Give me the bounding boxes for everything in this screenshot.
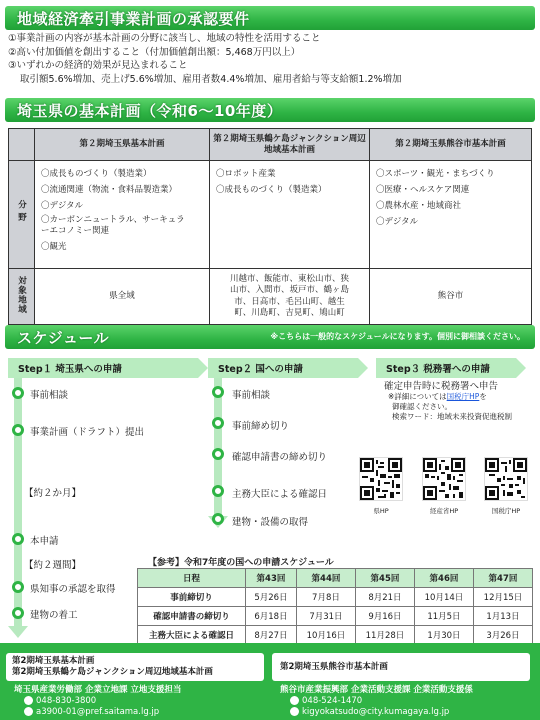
mail-icon <box>24 707 33 716</box>
step2-item-3: 確認申請書の締め切り <box>232 452 328 463</box>
step3-bar <box>376 358 516 378</box>
requirement-1: ①事業計画の内容が基本計画の分野に該当し、地域の特性を活用すること <box>8 33 321 44</box>
ref-cell: 1月30日 <box>414 626 473 645</box>
schedule-title: スケジュール <box>17 329 110 347</box>
reference-header-row <box>138 569 533 588</box>
contact-footer <box>0 643 540 720</box>
footer-left-tel-line <box>14 696 181 707</box>
step3-line-4: 検索ワード：地域未来投資促進税制 <box>392 412 512 421</box>
ref-cell: 事前締切り <box>138 588 246 607</box>
step1-node <box>12 533 24 545</box>
footer-right-contact <box>280 685 473 718</box>
field-item: 〇デジタル <box>376 217 418 227</box>
ref-cell: 10月16日 <box>296 626 355 645</box>
step1-item-5: 建物の着工 <box>30 610 78 621</box>
ref-header: 第47回 <box>473 569 532 588</box>
qr-label-nta: 国税庁HP <box>491 507 521 515</box>
step1-node <box>12 581 24 593</box>
requirements-header <box>5 6 535 30</box>
ref-header: 第43回 <box>246 569 297 588</box>
field-item: 〇カーボンニュートラル、サーキュラーエコノミー関連 <box>41 215 185 236</box>
ref-cell: 7月8日 <box>296 588 355 607</box>
step3-arrow <box>516 358 526 378</box>
requirements-list <box>8 32 533 86</box>
step1-timeline-arrow <box>8 626 28 638</box>
step1-bar <box>8 358 198 378</box>
field-item: 〇成長ものづくり（製造業） <box>216 185 327 195</box>
ref-header: 日程 <box>138 569 246 588</box>
qr-label-pref: 県HP <box>373 507 389 515</box>
footer-right-box <box>272 653 530 681</box>
ref-cell: 8月27日 <box>246 626 297 645</box>
step1-node <box>12 607 24 619</box>
nta-link[interactable]: 国税庁HP <box>446 392 480 401</box>
mail-icon <box>290 707 299 716</box>
step1-item-1: 事前相談 <box>30 390 69 401</box>
field-row-head: 分野 <box>9 161 35 269</box>
step1-duration-2: 【約２週間】 <box>24 560 82 571</box>
step2-bar <box>208 358 358 378</box>
ref-cell: 11月28日 <box>355 626 414 645</box>
table-corner <box>9 129 35 161</box>
plan-2-area: 川越市、飯能市、東松山市、狭山市、入間市、坂戸市、鶴ヶ島市、日高市、毛呂山町、越生町、川島町、吉見町、鳩山町 <box>210 269 370 325</box>
step3-line-2b: を <box>479 392 487 401</box>
step2-item-5: 建物・設備の取得 <box>232 517 309 528</box>
plan-2-fields <box>210 161 370 269</box>
plan-3-fields <box>370 161 532 269</box>
step2-arrow <box>358 358 368 378</box>
step1-duration-1: 【約２か月】 <box>24 488 82 499</box>
step3-line-3: 御確認ください。 <box>392 402 452 411</box>
ref-cell: 11月5日 <box>414 607 473 626</box>
step2-node <box>212 417 224 429</box>
field-item: 〇流通関連（物流・食料品製造業） <box>41 185 178 195</box>
field-item: 〇医療・ヘルスケア関連 <box>376 185 470 195</box>
plan-3-area: 熊谷市 <box>370 269 532 325</box>
footer-right-tel-line <box>280 696 473 707</box>
footer-right-dept: 熊谷市産業振興部 企業活動支援課 企業活動支援係 <box>280 685 473 695</box>
step2-node <box>212 485 224 497</box>
requirements-title: 地域経済牽引事業計画の承認要件 <box>17 10 250 28</box>
ref-cell: 7月31日 <box>296 607 355 626</box>
ref-cell: 8月21日 <box>355 588 414 607</box>
step3-label: Step３ 税務署への申請 <box>386 364 490 375</box>
footer-left-contact <box>14 685 181 718</box>
step3-line-2a: ※詳細については <box>388 392 447 401</box>
plan-col-3: 第２期埼玉県熊谷市基本計画 <box>370 129 532 161</box>
ref-cell: 確認申請書の締切り <box>138 607 246 626</box>
ref-cell: 9月16日 <box>355 607 414 626</box>
plan-col-2: 第２期埼玉県鶴ケ島ジャンクション周辺地域基本計画 <box>210 129 370 161</box>
ref-cell: 主務大臣による確認日 <box>138 626 246 645</box>
ref-header: 第46回 <box>414 569 473 588</box>
step1-arrow <box>198 358 208 378</box>
reference-schedule-table <box>137 568 533 645</box>
footer-left-box <box>6 653 264 681</box>
step1-item-2: 事業計画（ドラフト）提出 <box>30 427 145 438</box>
step1-label: Step１ 埼玉県への申請 <box>18 364 122 375</box>
basic-plan-title: 埼玉県の基本計画（令和6～10年度） <box>17 102 283 120</box>
reference-title: 【参考】令和7年度の国への申請スケジュール <box>148 558 334 568</box>
ref-cell: 10月14日 <box>414 588 473 607</box>
ref-header: 第45回 <box>355 569 414 588</box>
field-item: 〇農林水産・地域商社 <box>376 201 462 211</box>
ref-header: 第44回 <box>296 569 355 588</box>
qr-code-icon[interactable] <box>422 457 466 501</box>
requirement-2: ②高い付加価値を創出すること（付加価値創出額：5,468万円以上） <box>8 46 301 58</box>
field-item: 〇観光 <box>41 242 67 252</box>
footer-left-mail-line <box>14 707 181 718</box>
requirement-3: ③いずれかの経済的効果が見込まれること <box>8 60 188 71</box>
footer-left-mail[interactable]: a3900-01@pref.saitama.lg.jp <box>36 707 160 717</box>
field-item: 〇ロボット産業 <box>216 169 276 179</box>
ref-cell: 3月26日 <box>473 626 532 645</box>
ref-cell: 12月15日 <box>473 588 532 607</box>
step2-item-4: 主務大臣による確認日 <box>232 489 328 500</box>
table-row <box>138 588 533 607</box>
step3-line-1: 確定申告時に税務署へ申告 <box>384 381 499 392</box>
footer-left-dept: 埼玉県産業労働部 企業立地課 立地支援担当 <box>14 685 182 695</box>
step2-node <box>212 513 224 525</box>
table-row <box>138 607 533 626</box>
footer-left-plan-2: 第2期埼玉県鶴ケ島ジャンクション周辺地域基本計画 <box>12 667 213 677</box>
ref-cell: 5月26日 <box>246 588 297 607</box>
basic-plan-header <box>5 98 535 122</box>
requirement-3-detail: 取引額5.6%増加、売上げ5.6%増加、雇用者数4.4%増加、雇用者給与等支給額1.2%増加 <box>20 73 402 85</box>
footer-right-mail-line <box>280 707 473 718</box>
step2-node <box>212 448 224 460</box>
phone-icon <box>24 696 33 705</box>
footer-right-mail[interactable]: kigyokatsudo@city.kumagaya.lg.jp <box>302 707 450 717</box>
footer-right-tel: 048-524-1470 <box>302 696 363 706</box>
footer-left-tel: 048-830-3800 <box>36 696 97 706</box>
step1-item-4: 県知事の承認を取得 <box>30 584 116 595</box>
qr-code-icon[interactable] <box>484 457 528 501</box>
field-item: 〇スポーツ・観光・まちづくり <box>376 169 495 179</box>
step3-line-2 <box>384 392 512 402</box>
step2-label: Step２ 国への申請 <box>218 364 303 375</box>
table-row <box>138 626 533 645</box>
step1-item-3: 本申請 <box>30 536 59 547</box>
step1-node <box>12 387 24 399</box>
ref-cell: 1月13日 <box>473 607 532 626</box>
schedule-header <box>5 325 535 349</box>
step3-details <box>384 381 512 422</box>
qr-code-icon[interactable] <box>359 457 403 501</box>
step2-node <box>212 386 224 398</box>
basic-plan-table <box>8 128 532 325</box>
plan-1-area: 県全域 <box>35 269 210 325</box>
qr-label-meti: 経産省HP <box>429 507 459 515</box>
area-row-head: 対象地域 <box>9 269 35 325</box>
step1-node <box>12 424 24 436</box>
step2-item-2: 事前締め切り <box>232 421 290 432</box>
field-item: 〇成長ものづくり（製造業） <box>41 169 152 179</box>
plan-1-fields <box>35 161 210 269</box>
schedule-note: ※こちらは一般的なスケジュールになります。個別に御相談ください。 <box>270 332 525 341</box>
phone-icon <box>290 696 299 705</box>
ref-cell: 6月18日 <box>246 607 297 626</box>
footer-left-plan-1: 第2期埼玉県基本計画 <box>12 656 95 666</box>
field-item: 〇デジタル <box>41 201 83 211</box>
plan-col-1: 第２期埼玉県基本計画 <box>35 129 210 161</box>
footer-right-plan: 第2期埼玉県熊谷市基本計画 <box>280 662 388 672</box>
step2-item-1: 事前相談 <box>232 390 271 401</box>
